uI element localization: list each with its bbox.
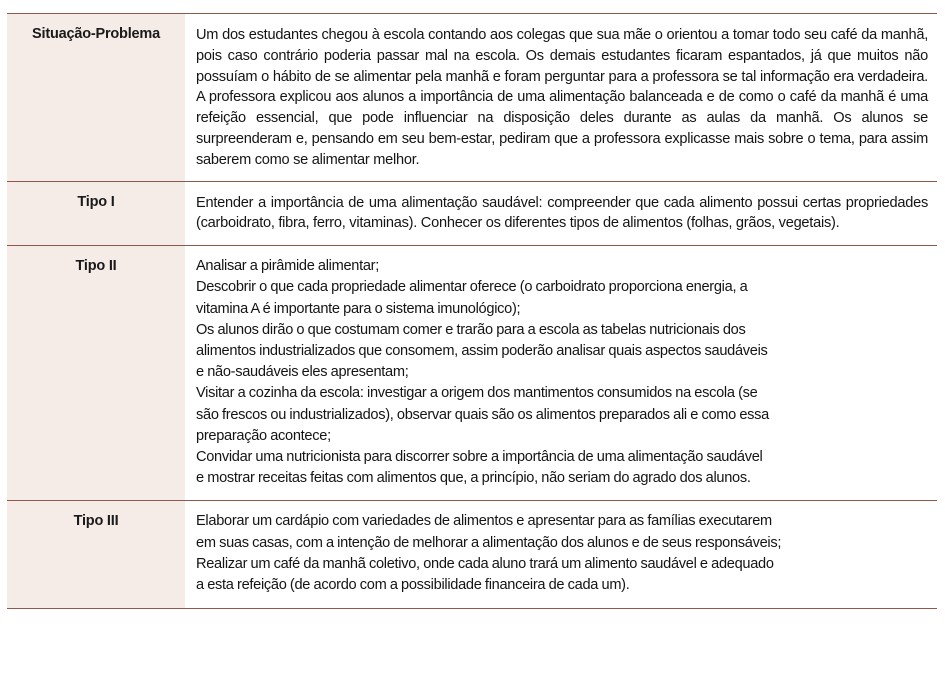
tipo-iii-line: Realizar um café da manhã coletivo, onde cada aluno trará um alimento saudável e adequado (196, 555, 774, 572)
tipo-ii-line: e mostrar receitas feitas com alimentos que, a princípio, não seriam do agrado dos alunos. (196, 470, 751, 487)
tipo-ii-line: Visitar a cozinha da escola: investigar a origem dos mantimentos consumidos na escola (se (196, 385, 758, 402)
tipo-ii-line: vitamina A é importante para o sistema imunológico); (196, 300, 521, 317)
table-row (7, 501, 937, 609)
row-label-tipo-i: Tipo I (7, 181, 185, 246)
row-label-tipo-iii: Tipo III (7, 501, 185, 609)
row-content-tipo-iii (185, 501, 937, 609)
row-content-situacao-problema (185, 14, 937, 182)
situacao-problema-paragraph: Um dos estudantes chegou à escola contando aos colegas que sua mãe o orientou a tomar todo seu café da manhã, pois caso contrário poderia passar mal na escola. Os demais estudantes ficaram espantados, já que muitos não possuíam o hábito de se alimentar pela manhã e foram perguntar para a professora se tal informação era verdadeira. A professora explicou aos alunos a importância de uma alimentação balanceada e de como o café da manhã é uma refeição essencial, que pode influenciar na disposição deles durante as aulas da manhã. Os alunos se surpreenderam e, pensando em seu bem-estar, pediram que a professora explicasse mais sobre o tema, para assim saberem como se alimentar melhor. (196, 27, 928, 168)
row-content-tipo-i (185, 181, 937, 246)
tipo-ii-line: Descobrir o que cada propriedade alimentar oferece (o carboidrato proporciona energia, a (196, 279, 748, 296)
pedagogy-table (7, 13, 937, 609)
tipo-ii-line: Os alunos dirão o que costumam comer e trarão para a escola as tabelas nutricionais dos (196, 321, 746, 338)
tipo-iii-line-list (196, 511, 928, 596)
tipo-iii-line: Elaborar um cardápio com variedades de alimentos e apresentar para as famílias executarem (196, 513, 772, 530)
table-row (7, 181, 937, 246)
row-label-situacao-problema: Situação-Problema (7, 14, 185, 182)
tipo-ii-line: preparação acontece; (196, 427, 331, 444)
table-body (7, 14, 937, 609)
tipo-ii-line: Analisar a pirâmide alimentar; (196, 258, 379, 275)
tipo-ii-line: alimentos industrializados que consomem, assim poderão analisar quais aspectos saudáveis (196, 342, 768, 359)
tipo-ii-line: são frescos ou industrializados), observar quais são os alimentos preparados ali e como essa (196, 406, 769, 423)
table-row (7, 246, 937, 501)
tipo-iii-line: a esta refeição (de acordo com a possibilidade financeira de cada um). (196, 577, 630, 594)
tipo-ii-line: e não-saudáveis eles apresentam; (196, 364, 409, 381)
row-label-tipo-ii: Tipo II (7, 246, 185, 501)
tipo-i-paragraph: Entender a importância de uma alimentação saudável: compreender que cada alimento possui certas propriedades (carboidrato, fibra, ferro, vitaminas). Conhecer os diferentes tipos de alimentos (folhas, grãos, vegetais). (196, 194, 928, 232)
row-content-tipo-ii (185, 246, 937, 501)
tipo-ii-line: Convidar uma nutricionista para discorrer sobre a importância de uma alimentação saudável (196, 449, 763, 465)
tipo-iii-line: em suas casas, com a intenção de melhorar a alimentação dos alunos e de seus responsáveis; (196, 534, 782, 551)
tipo-ii-line-list (196, 256, 928, 489)
table-row (7, 14, 937, 182)
